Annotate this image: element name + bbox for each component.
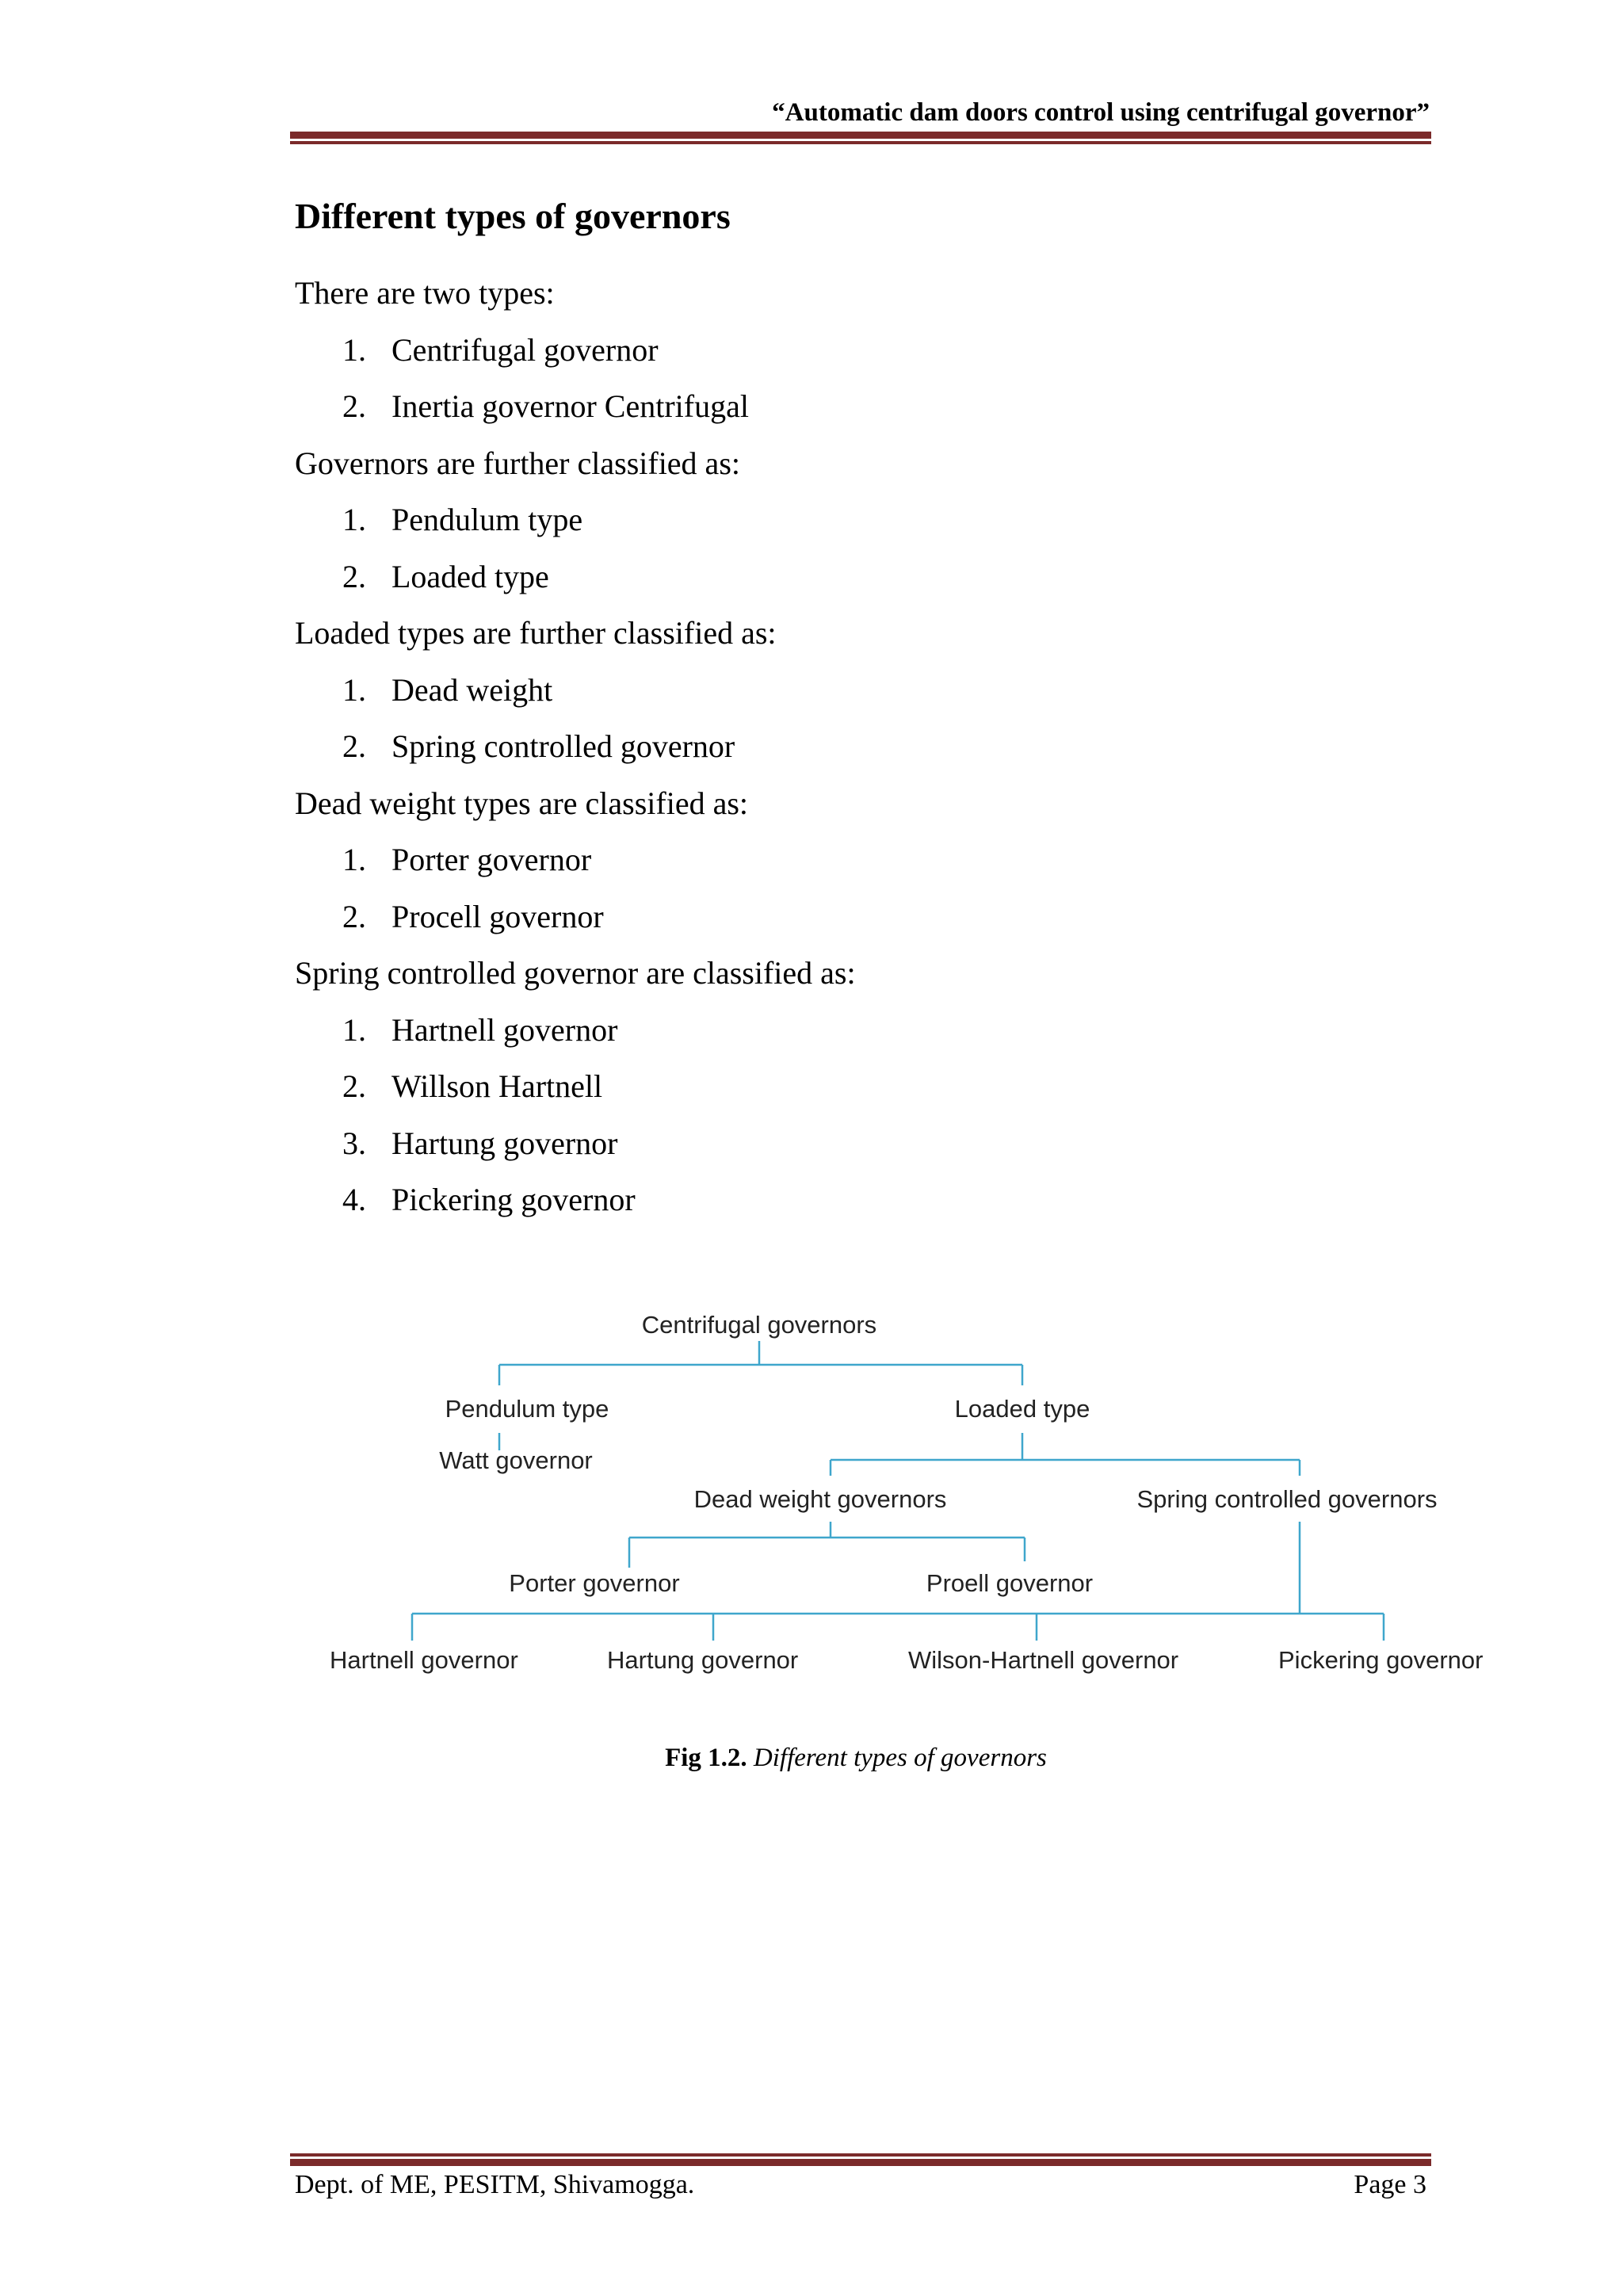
section-intro: Spring controlled governor are classified as:	[295, 955, 856, 991]
section-heading: Different types of governors	[295, 196, 731, 236]
header-rule-thin	[290, 141, 1431, 144]
list-item-number: 3.	[342, 1125, 366, 1161]
list-item-text: Dead weight	[391, 671, 553, 708]
section-intro: Governors are further classified as:	[295, 445, 740, 481]
list-item-number: 2.	[342, 898, 366, 934]
pickering-governor-node: Pickering governor	[1278, 1646, 1484, 1674]
caption-text: Different types of governors	[753, 1744, 1047, 1772]
list-item-number: 1.	[342, 842, 366, 877]
list-item-number: 1.	[342, 1011, 366, 1048]
list-item-text: Hartnell governor	[391, 1011, 618, 1048]
hartnell-governor-node: Hartnell governor	[330, 1646, 518, 1674]
porter-governor-node: Porter governor	[509, 1569, 680, 1597]
list-item-number: 1.	[342, 671, 366, 708]
list-item-text: Pendulum type	[391, 502, 583, 537]
caption-label: Fig 1.2.	[665, 1744, 747, 1772]
loaded-type-node: Loaded type	[954, 1395, 1090, 1423]
list-item-text: Porter governor	[391, 842, 592, 877]
footer-rule-thin	[290, 2153, 1431, 2157]
list-item-text: Pickering governor	[391, 1182, 636, 1217]
watt-governor-node: Watt governor	[439, 1446, 593, 1474]
list-item	[342, 671, 552, 709]
list-item-text: Hartung governor	[391, 1125, 618, 1161]
list-item	[342, 558, 549, 595]
list-item	[342, 331, 659, 369]
list-item-number: 2.	[342, 1068, 366, 1104]
section-intro: There are two types:	[295, 275, 555, 311]
header-title: “Automatic dam doors control using centrifugal governor”	[772, 98, 1430, 127]
list-item-text: Centrifugal governor	[391, 331, 659, 368]
list-item	[342, 728, 735, 765]
list-item	[342, 1181, 636, 1218]
list-item-number: 1.	[342, 331, 366, 368]
wilson-hartnell-node: Wilson-Hartnell governor	[908, 1646, 1179, 1674]
figure-caption	[0, 1744, 1623, 1773]
dead-weight-node: Dead weight governors	[693, 1485, 947, 1513]
list-item	[342, 898, 604, 935]
list-item	[342, 1068, 602, 1105]
list-item-number: 1.	[342, 502, 366, 537]
diagram-svg	[317, 1292, 1490, 1704]
list-item-number: 2.	[342, 558, 366, 594]
list-item	[342, 1011, 617, 1049]
hartung-governor-node: Hartung governor	[607, 1646, 799, 1674]
footer-rule	[290, 2159, 1431, 2166]
list-item	[342, 841, 591, 878]
list-item-text: Procell governor	[391, 898, 604, 934]
governor-classification-diagram	[317, 1292, 1490, 1704]
list-item	[342, 1125, 617, 1162]
footer-page-number: Page 3	[1354, 2170, 1426, 2199]
list-item-text: Spring controlled governor	[391, 728, 735, 764]
list-item	[342, 501, 582, 538]
list-item-number: 2.	[342, 388, 366, 424]
list-item-text: Loaded type	[391, 558, 549, 594]
section-intro: Loaded types are further classified as:	[295, 615, 777, 651]
list-item-number: 2.	[342, 728, 366, 764]
list-item-text: Willson Hartnell	[391, 1068, 603, 1104]
list-item	[342, 388, 749, 425]
list-item-text: Inertia governor Centrifugal	[391, 388, 749, 424]
footer-department: Dept. of ME, PESITM, Shivamogga.	[295, 2170, 695, 2199]
header-rule	[290, 132, 1431, 139]
list-item-number: 4.	[342, 1182, 366, 1217]
section-intro: Dead weight types are classified as:	[295, 785, 749, 821]
pendulum-type-node: Pendulum type	[445, 1395, 609, 1423]
proell-governor-node: Proell governor	[926, 1569, 1094, 1597]
spring-controlled-node: Spring controlled governors	[1136, 1485, 1438, 1513]
root-node: Centrifugal governors	[641, 1311, 877, 1339]
